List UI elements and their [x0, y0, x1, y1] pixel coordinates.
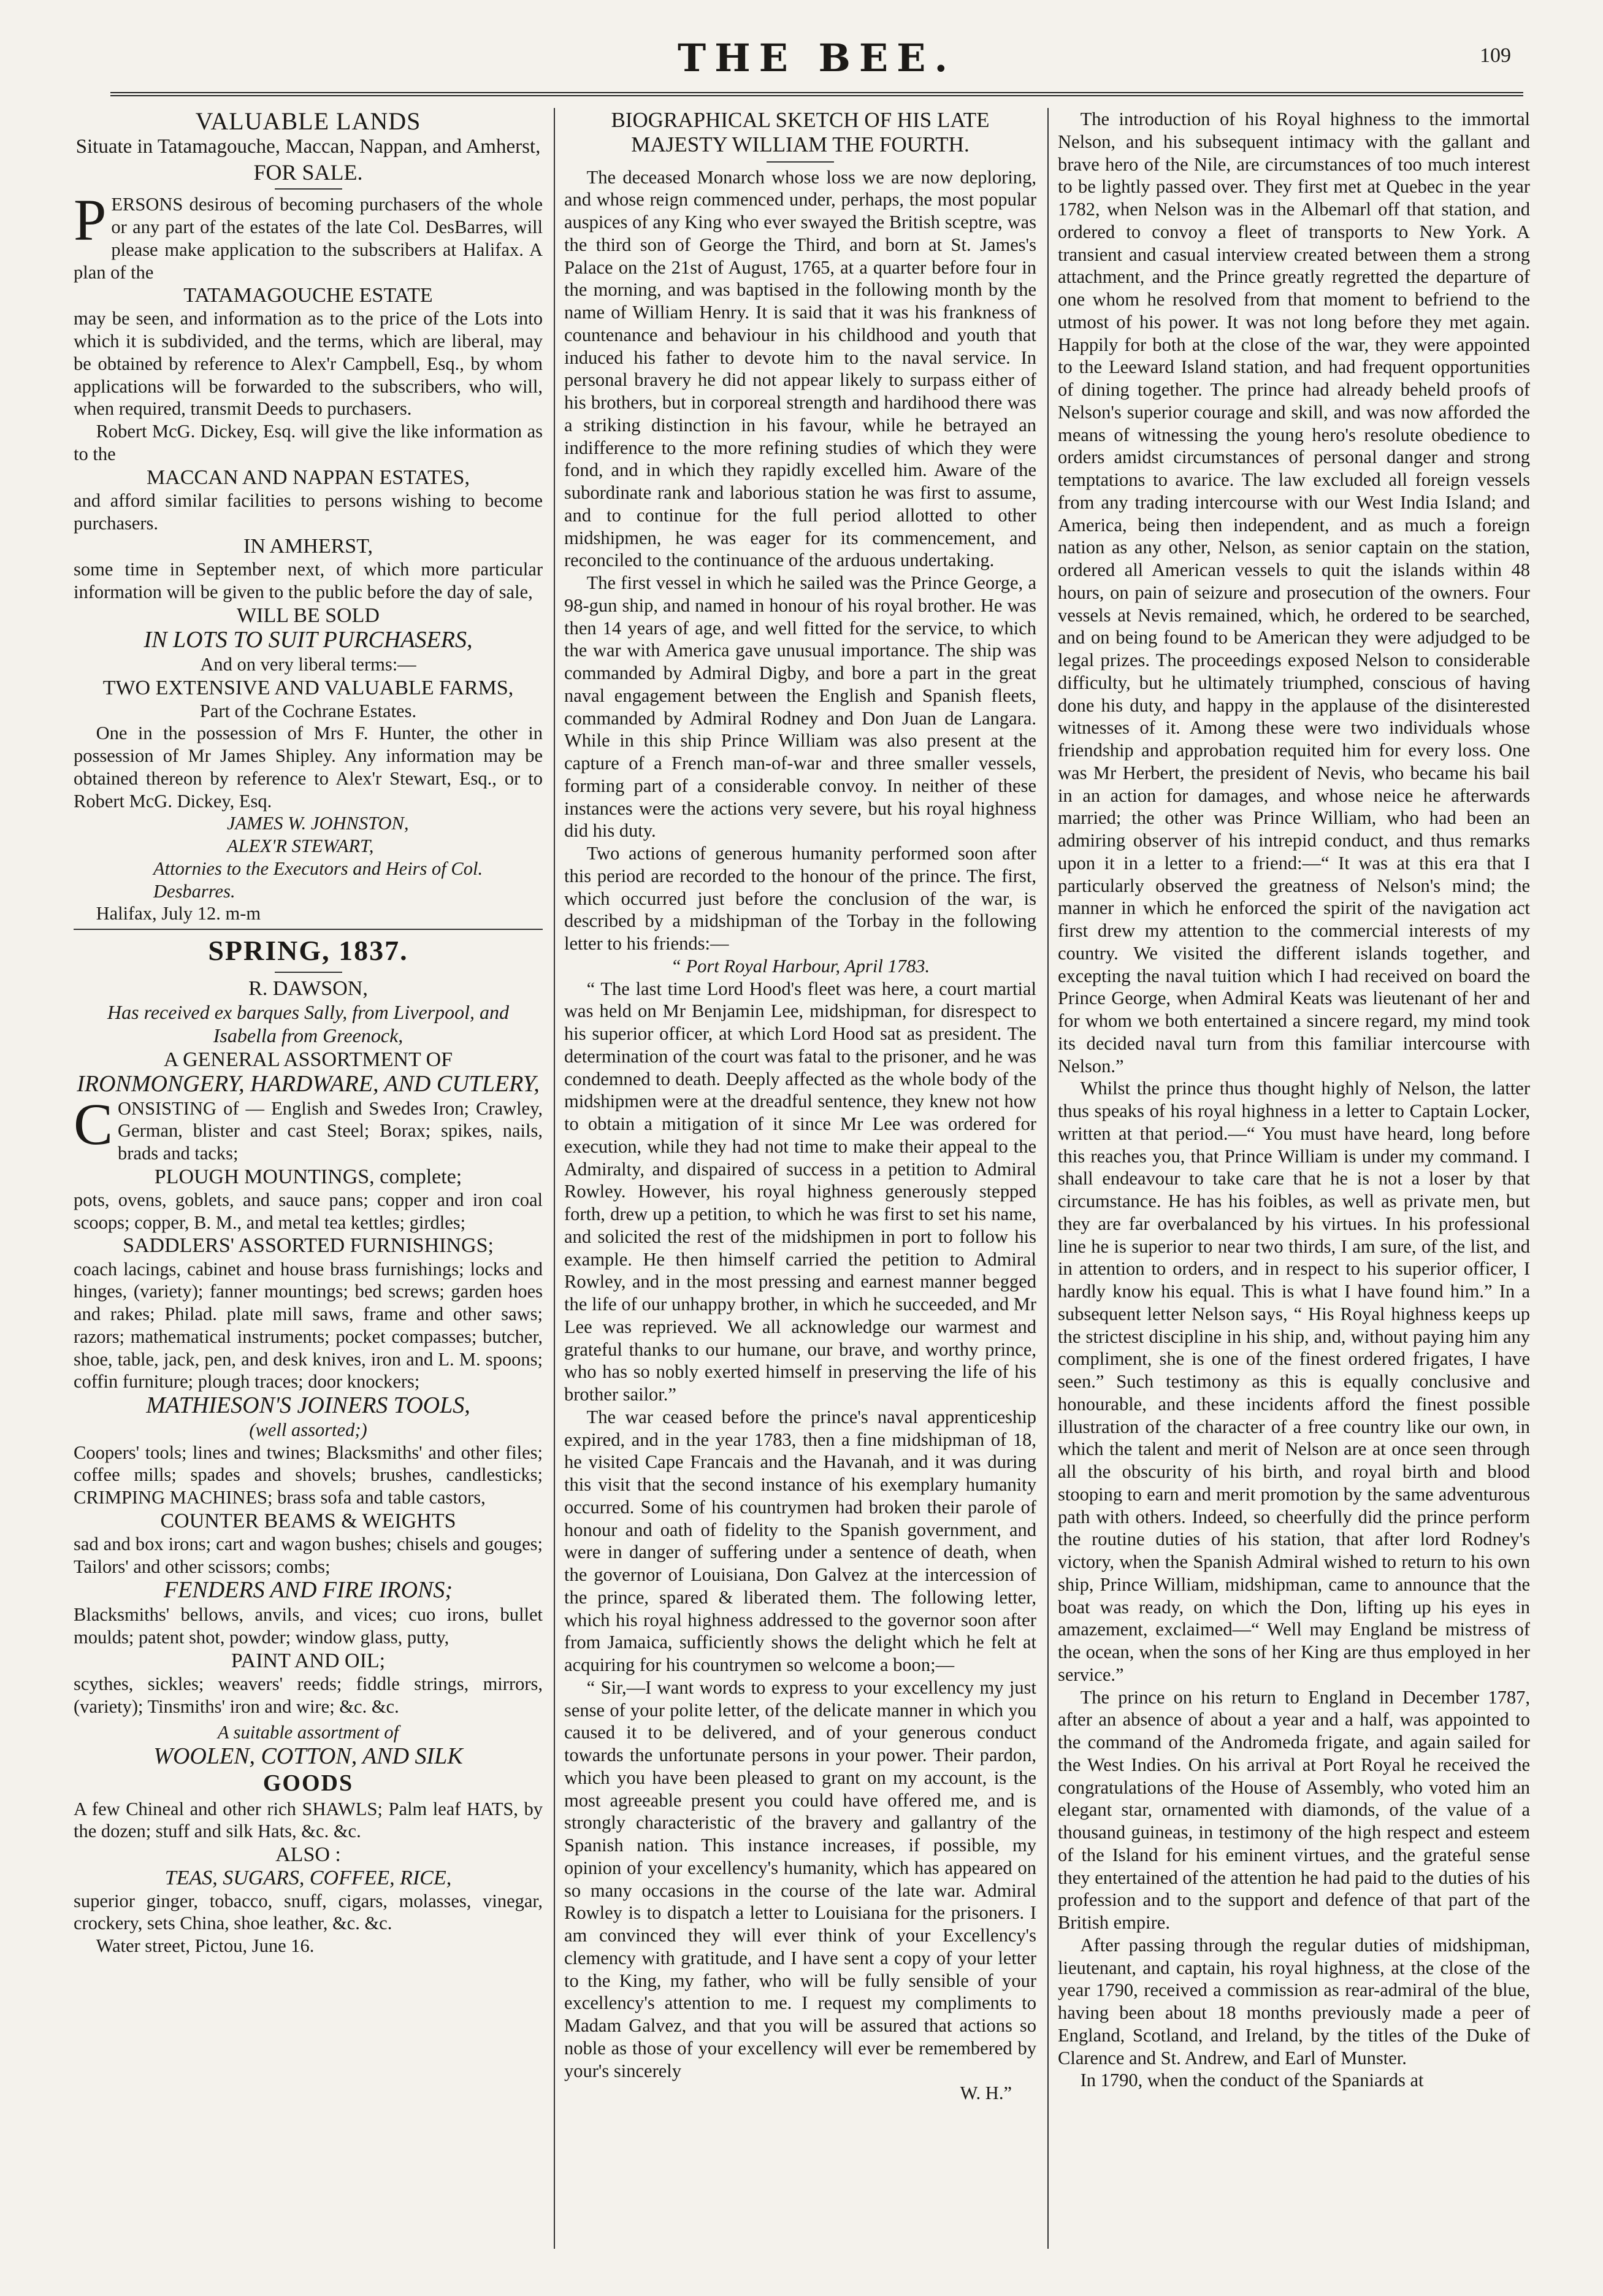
ad-body: Robert McG. Dickey, Esq. will give the like information as to the	[74, 421, 543, 464]
letter-signature: W. H.”	[960, 2083, 1012, 2104]
article-paragraph: The war ceased before the prince's naval apprenticeship expired, and in the year 1783, then a fine midshipman of 18, he visited Cape Francais and the Havanah, and it was during this visit that the second instance of his exemplary humanity occurred. Some of his countrymen had broken their parole of honour and oath of fidelity to the Spanish government, and were in danger of suffering under a sentence of death, when the governor of Louisiana, Don Galvez at the intercession of the prince, spared & liberated them. The following letter, which his royal highness addressed to the governor soon after from Jamaica, sufficiently shows the delight which he felt at acquiring for his countrymen so welcome a boon;—	[564, 1406, 1036, 1675]
ad-title: VALUABLE LANDS	[195, 108, 421, 135]
newspaper-title: THE BEE.	[677, 36, 957, 80]
article-paragraph: The first vessel in which he sailed was the Prince George, a 98-gun ship, and named in honour of his royal brother. He was then 14 years of age, and well fitted for the service, to which the war with America gave unusual importance. The ship was commanded by Admiral Digby, and bore a part in the great naval engagement between the English and Spanish fleets, commanded by Admiral Rodney and Don Juan de Langara. While in this ship Prince William was also present at the capture of a French man-of-war and three smaller vessels, forming part of a considerable convoy. In neither of these instances were the actions very severe, but his royal highness did his duty.	[564, 572, 1036, 842]
item-list: pots, ovens, goblets, and sauce pans; copper and iron coal scoops; copper, B. M., and metal tea kettles; girdles;	[74, 1189, 543, 1233]
section-divider	[74, 929, 543, 930]
column-divider	[554, 108, 555, 2249]
item-list: sad and box irons; cart and wagon bushes; chisels and gouges; Tailors' and other scissors; combs;	[74, 1533, 543, 1577]
article-paragraph: The prince on his return to England in December 1787, after an absence of about a year and a half, was appointed to the command of the Andromeda frigate, and again sailed for the West Indies. On his arrival at Port Royal he received the congratulations of the House of Assembly, who voted him an elegant star, ornamented with diamonds, of the value of a thousand guineas, in testimony of the high respect and esteem of the Island for his eminent virtues, and the grateful sense they entertained of the attention he had paid to the duties of his profession and to the support and defence of that part of the British empire.	[1058, 1686, 1530, 1933]
goods-heading: GOODS	[262, 1770, 354, 1796]
ironmongery-heading: IRONMONGERY, HARDWARE, AND CUTLERY,	[77, 1070, 540, 1097]
column-3	[1058, 108, 1530, 2249]
estate-note: Part of the Cochrane Estates.	[199, 700, 417, 721]
article-paragraph: Whilst the prince thus thought highly of Nelson, the latter thus speaks of his royal highness in a letter to Captain Locker, written at that period.—“ You must have heard, long before this reaches you, that Prince William is under my command. I shall endeavour to take care that he is not a loser by that circumstance. He has his foibles, as well as private men, but they are far overbalanced by his virtues. In his professional line he is superior to near two thirds, I am sure, of the list, and in attention to orders, and in respect to his superior officer, I hardly know his equal. This is what I have found him.” In a subsequent letter Nelson says, “ His Royal highness keeps up the strictest discipline in his ship, and, without paying him any compliment, she is one of the finest ordered frigates, I have seen.” Such testimony as this is equally conclusive and honourable, and these incidents afford the finest possible illustration of the character of a free country like our own, in which the talent and merit of Nelson are at once seen through all the obscurity of his birth, and royal birth and blood stooping to earn and merit promotion by the same adventurous path with others. Indeed, so cheerfully did the prince perform the routine duties of his station, that after lord Rodney's victory, when the Spanish Admiral wished to return to his own ship, Prince William, midshipman, came to announce that the boat was ready, on which the Don, lifting up his eyes in amazement, exclaimed—“ Well may England be mistress of the ocean, when the sons of her King are thus employed in her service.”	[1058, 1078, 1530, 1685]
divider	[275, 972, 342, 973]
item-list: coach lacings, cabinet and house brass furnishings; locks and hinges, (variety); fanner mountings; bed screws; garden hoes and rakes; Philad. plate mill saws, frame and other saws; razors; mathematical instruments; pocket compasses; butcher, shoe, table, jack, pen, and desk knives, iron and L. M. spoons; coffin furniture; plough traces; door knockers;	[74, 1258, 543, 1392]
dateline: Halifax, July 12. m-m	[96, 903, 261, 924]
farms-heading: TWO EXTENSIVE AND VALUABLE FARMS,	[102, 676, 514, 699]
ad-body: One in the possession of Mrs F. Hunter, the other in possession of Mr James Shipley. Any information may be obtained thereon by reference to Alex'r Stewart, Esq., or to Robert McG. Dickey, Esq.	[74, 723, 543, 812]
article-paragraph: The deceased Monarch whose loss we are now deploring, and whose reign commenced under, perhaps, the most popular auspices of any King who ever swayed the British sceptre, was the third son of George the Third, and born at St. James's Palace on the 21st of August, 1765, at a quarter before four in the morning, and was baptised in the following month by the name of William Henry. It is said that it was his frankness of countenance and behaviour in his childhood and youth that induced his father to devote him to the naval service. In personal bravery he did not appear likely to surpass either of his brothers, but in corporeal strength and hardihood there was a striking distinction in his favour, while he betrayed an indifference to the more refining studies of which they were fond, and in which they rapidly excelled him. Aware of the subordinate rank and laborious station he was first to assume, and to continue for the full period allotted to other midshipmen, he was eager for its commencement, and reconciled to the continuance of the arduous undertaking.	[564, 166, 1036, 571]
goods-heading: PAINT AND OIL;	[231, 1649, 386, 1672]
item-list: A few Chineal and other rich SHAWLS; Palm leaf HATS, by the dozen; stuff and silk Hats, &c. &c.	[74, 1798, 543, 1842]
received-line: Has received ex barques Sally, from Liverpool, and Isabella from Greenock,	[107, 1000, 509, 1047]
ad-body: and afford similar facilities to persons wishing to become purchasers.	[74, 490, 543, 534]
column-1	[74, 108, 543, 2249]
goods-heading: MATHIESON'S JOINERS TOOLS,	[146, 1392, 470, 1419]
drop-cap: C	[74, 1091, 113, 1157]
masthead-rule	[110, 92, 1523, 100]
ad-body: may be seen, and information as to the price of the Lots into which it is subdivided, and the terms, which are liberal, may be obtained by reference to Alex'r Campbell, Esq., by whom applications will be forwarded to the subscribers, who will, when required, transmit Deeds to purchasers.	[74, 308, 543, 420]
estate-heading: MACCAN AND NAPPAN ESTATES,	[147, 466, 470, 489]
article-title: BIOGRAPHICAL SKETCH OF HIS LATE MAJESTY WILLIAM THE FOURTH.	[611, 108, 990, 157]
dawson-advertisement	[74, 934, 543, 1957]
letter-dateline: “ Port Royal Harbour, April 1783.	[670, 955, 930, 977]
divider	[767, 161, 834, 163]
estate-heading: TATAMAGOUCHE ESTATE	[183, 284, 433, 307]
goods-heading: COUNTER BEAMS & WEIGHTS	[160, 1509, 456, 1532]
article-paragraph: Two actions of generous humanity performed soon after this period are recorded to the honour of the prince. The first, which occurred just before the conclusion of the war, is described by a midshipman of the Torbay in the following letter to his friends:—	[564, 843, 1036, 954]
article-paragraph: The introduction of his Royal highness to the immortal Nelson, and his subsequent intimacy with the gallant and brave hero of the Nile, are circumstances of too much interest to be lightly passed over. They first met at Quebec in the year 1782, when Nelson was in the Albemarl off that station, and ordered to convoy a fleet of transports to New York. A transient and casual interview created between them a strong attachment, and the Prince greatly regretted the departure of one whom he resolved from that moment to befriend to the utmost of his power. It was not long before they met again. Happily for both at the close of the war, they were appointed to the Leeward Island station, and had frequent opportunities of dining together. The prince had already beheld proofs of Nelson's superior courage and skill, and was now afforded the means of witnessing the young hero's resolute obedience to orders amidst circumstances of personal danger and strong temptations to avarice. The law excluded all foreign vessels from any trading intercourse with our West India Island; and America, being then independent, and as much a foreign nation as any other, Nelson, as senior captain on the station, ordered all American vessels to quit the islands within 48 hours, on pain of seizure and prosecution of the owners. Four vessels at Nevis remained, which, he ordered to be searched, and on being found to be American they were adjudged to be legal prizes. The proceedings exposed Nelson to considerable difficulty, but he ultimately triumphed, conscious of having done his duty, and happy in the applause of the disinterested witnesses of it. Among these were two individuals whose friendship and approbation requited him for every loss. One was Mr Herbert, the president of Nevis, who became his bail in an action for damages, and whose neice he afterwards married; the other was Prince William, who had been an admiring observer of his intrepid conduct, and thus remarks upon it in a letter to a friend:—“ It was at this era that I particularly observed the greatness of Nelson's mind; the manner in which he enforced the spirit of the navigation act first drew my attention to the commercial interests of my country. We visited the different islands together, and excepting the naval tuition which I had received on board the Prince George, when Admiral Keats was lieutenant of her and for whom we both entertained a sincere regard, my mind took its decided naval turn from this familiar intercourse with Nelson.”	[1058, 109, 1530, 1077]
item-list: superior ginger, tobacco, snuff, cigars, molasses, vinegar, crockery, sets China, shoe leather, &c. &c.	[74, 1890, 543, 1934]
article-paragraph: “ Sir,—I want words to express to your excellency my just sense of your polite letter, of the delicate manner in which you caused it to be delivered, and of your generous conduct towards the unfortunate persons in your power. Their pardon, which you have been pleased to grant on my account, is the most agreeable present you could have offered me, and is strongly characteristic of the bravery and gallantry of the Spanish nation. This instance increases, if possible, my opinion of your excellency's humanity, which has appeared on so many occasions in the course of the late war. Admiral Rowley is to dispatch a letter to Louisiana for the prisoners. I am convinced they will ever think of your Excellency's clemency with gratitude, and I have sent a copy of your letter to the King, my father, who will be fully sensible of your excellency's attention to me. I request my compliments to Madam Galvez, and that you will be assured that actions so noble as those of your excellency will ever be remembered by your's sincerely	[564, 1676, 1036, 2081]
article-paragraph: After passing through the regular duties of midshipman, lieutenant, and captain, his royal highness, at the close of the year 1790, received a commission as rear-admiral of the blue, having been about 18 months previously made a peer of England, Scotland, and Ireland, by the titles of the Duke of Clarence and St. Andrew, and Earl of Munster.	[1058, 1934, 1530, 2068]
estate-heading: IN AMHERST,	[243, 535, 373, 558]
column-divider	[1047, 108, 1049, 2249]
drop-cap: P	[74, 187, 107, 253]
lots-heading: IN LOTS TO SUIT PURCHASERS,	[143, 626, 473, 653]
address-line: Water street, Pictou, June 16.	[96, 1935, 315, 1957]
assortment-note: A suitable assortment of	[217, 1722, 399, 1743]
goods-heading: WOOLEN, COTTON, AND SILK	[153, 1743, 463, 1770]
signature: JAMES W. JOHNSTON,	[227, 813, 409, 834]
ad-body: some time in September next, of which more particular information will be given to the public before the day of sale,	[74, 559, 543, 603]
goods-heading: TEAS, SUGARS, COFFEE, RICE,	[164, 1867, 452, 1890]
goods-heading: FENDERS AND FIRE IRONS;	[163, 1577, 453, 1603]
goods-heading: PLOUGH MOUNTINGS, complete;	[154, 1165, 462, 1188]
goods-note: (well assorted;)	[249, 1419, 367, 1440]
also-heading: ALSO :	[275, 1843, 341, 1867]
terms-line: And on very liberal terms:—	[200, 653, 416, 675]
lands-advertisement	[74, 108, 543, 925]
divider	[275, 188, 342, 190]
assortment-heading: A GENERAL ASSORTMENT OF	[163, 1048, 453, 1071]
page-number: 109	[1480, 44, 1511, 67]
column-2	[564, 108, 1036, 2249]
ad-title: SPRING, 1837.	[208, 935, 408, 967]
merchant-name: R. DAWSON,	[248, 977, 368, 1000]
for-sale-heading: FOR SALE.	[253, 159, 363, 185]
item-list: scythes, sickles; weavers' reeds; fiddle strings, mirrors, (variety); Tinsmiths' iron and wire; &c. &c.	[74, 1673, 543, 1717]
sale-heading: WILL BE SOLD	[237, 604, 380, 627]
item-list: ONSISTING of — English and Swedes Iron; Crawley, German, blister and cast Steel; Borax; spikes, nails, brads and tacks;	[118, 1097, 543, 1164]
article-paragraph: “ The last time Lord Hood's fleet was here, a court martial was held on Mr Benjamin Lee, midshipman, for disrespect to his superior officer, at which Lord Hood sat as president. The determination of the court was fatal to the prisoner, and he was condemned to death. Deeply affected as the whole body of the midshipmen were at the dreadful sentence, they knew not how to obtain a mitigation of it since Mr Lee was ordered for execution, while they had not time to make their appeal to the Admiralty, and dispaired of success in a petition to Admiral Rowley. However, his royal highness generously stepped forth, drew up a petition, to which he was first to set his name, and solicited the rest of the midshipmen in port to follow his example. He then himself carried the petition to Admiral Rowley, and in the most pressing and earnest manner begged the life of our unhappy brother, in which he succeeded, and Mr Lee was reprieved. We all acknowledge our warmest and grateful thanks to our humane, our brave, and worthy prince, who has so nobly exerted himself in preserving the life of his brother sailor.”	[564, 978, 1036, 1405]
ad-subtitle: Situate in Tatamagouche, Maccan, Nappan, and Amherst,	[75, 136, 541, 158]
masthead	[110, 36, 1523, 103]
signature: ALEX'R STEWART,	[227, 835, 374, 857]
signature-role: Attornies to the Executors and Heirs of Col. Desbarres.	[153, 858, 483, 902]
item-list: Blacksmiths' bellows, anvils, and vices; cuo irons, bullet moulds; patent shot, powder; window glass, putty,	[74, 1604, 543, 1648]
goods-heading: SADDLERS' ASSORTED FURNISHINGS;	[123, 1234, 494, 1257]
article-paragraph: In 1790, when the conduct of the Spaniards at	[1080, 2070, 1424, 2091]
ad-intro: ERSONS desirous of becoming purchasers of the whole or any part of the estates of the late Col. DesBarres, will please make application to the subscribers at Halifax. A plan of the	[74, 194, 543, 283]
item-list: Coopers' tools; lines and twines; Blacksmiths' and other files; coffee mills; spades and shovels; brushes, candlesticks; CRIMPING MACHINES; brass sofa and table castors,	[74, 1442, 543, 1508]
